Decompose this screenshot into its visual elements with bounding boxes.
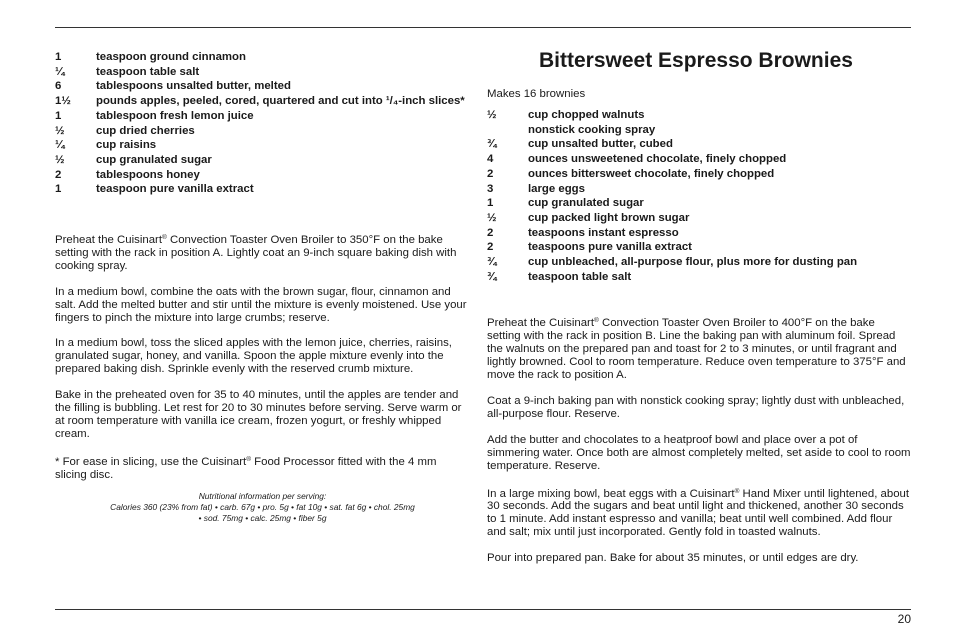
recipe-title: Bittersweet Espresso Brownies [539, 49, 853, 72]
ingredient-qty: 2 [487, 226, 494, 239]
ingredient-row [55, 94, 470, 109]
ingredient-name: teaspoons pure vanilla extract [528, 241, 692, 254]
ingredient-qty: ¾ [487, 138, 497, 151]
ingredient-name: teaspoon table salt [528, 270, 632, 283]
ingredient-row [487, 196, 911, 211]
ingredient-row [55, 124, 470, 139]
ingredient-row [487, 167, 911, 182]
ingredient-qty: 6 [55, 80, 62, 93]
nutrition-block [55, 491, 470, 524]
ingredient-row [55, 182, 470, 197]
left-step-1 [55, 232, 470, 273]
ingredient-qty: ½ [55, 153, 65, 166]
ingredient-qty: ½ [487, 211, 497, 224]
ingredient-row [55, 50, 470, 65]
ingredient-name: cup raisins [96, 139, 157, 152]
ingredient-name: teaspoons instant espresso [528, 226, 679, 239]
ingredient-row [487, 255, 911, 270]
ingredient-qty: ¾ [487, 270, 497, 283]
ingredient-qty [487, 123, 528, 138]
right-step-5: Pour into prepared pan. Bake for about 35 minutes, or until edges are dry. [487, 552, 859, 565]
left-step-3: In a medium bowl, toss the sliced apples with the lemon juice, cherries, raisins, granulated sugar, honey, and vanilla. Spoon the apple mixture evenly into the prepared baking dish. Sprinkle evenly with the reserved crumb mixture. [55, 337, 452, 376]
ingredient-name: teaspoon table salt [96, 65, 200, 78]
ingredient-qty: ½ [487, 109, 497, 121]
nutrition-line-1: Calories 360 (23% from fat) • carb. 67g • pro. 5g • fat 10g • sat. fat 6g • chol. 25mg [110, 501, 415, 512]
footnote-text-b: Food Processor fitted with the 4 mm slicing disc. [55, 455, 437, 481]
ingredient-row [487, 211, 911, 226]
bottom-rule [55, 609, 911, 610]
footnote-text-a: * For ease in slicing, use the Cuisinart [55, 455, 247, 468]
ingredient-qty: ¼ [55, 139, 65, 152]
ingredient-qty: 2 [55, 168, 62, 181]
right-step-4-text-b: Hand Mixer until lightened, about 30 seconds. Add the sugars and beat until light and thickened, another 30 seconds to 1 minute. Add instant espresso and vanilla; beat until well combined. Add flour and salt; mix until just incorporated. Gently fold in toasted walnuts. [487, 487, 910, 539]
right-column [487, 48, 911, 565]
ingredient-qty: ½ [55, 124, 65, 137]
ingredient-name: cup granulated sugar [528, 197, 644, 210]
ingredient-qty: ¼ [55, 65, 65, 78]
ingredient-row [487, 152, 911, 167]
ingredient-qty: 3 [487, 182, 494, 195]
left-step-1-text-a: Preheat the Cuisinart [55, 234, 163, 247]
nutrition-line-2: • sod. 75mg • calc. 25mg • fiber 5g [198, 512, 327, 523]
ingredient-row [55, 79, 470, 94]
left-ingredient-list [55, 50, 470, 197]
ingredient-name: pounds apples, peeled, cored, quartered and cut into ¹/₄-inch slices* [96, 95, 465, 108]
ingredient-row [487, 240, 911, 255]
top-rule [55, 27, 911, 28]
ingredient-qty: 2 [487, 167, 494, 180]
ingredient-name: teaspoon ground cinnamon [96, 51, 246, 63]
registered-mark: ® [594, 317, 599, 325]
left-step-4: Bake in the preheated oven for 35 to 40 minutes, until the apples are tender and the filling is bubbling. Let rest for 20 to 30 minutes before serving. Serve warm or at room temperature with vanilla ice cream, frozen yogurt, or freshly whipped cream. [55, 389, 462, 440]
ingredient-name: cup chopped walnuts [528, 109, 645, 121]
right-step-1 [487, 315, 911, 382]
ingredient-row [55, 109, 470, 124]
ingredient-qty: ¾ [487, 256, 497, 269]
ingredient-qty: 1 [55, 51, 62, 63]
registered-mark: ® [162, 234, 167, 242]
left-footnote [55, 454, 470, 482]
ingredient-row [487, 226, 911, 241]
ingredient-row [55, 153, 470, 168]
ingredient-name: cup packed light brown sugar [528, 211, 690, 224]
right-step-1-text-a: Preheat the Cuisinart [487, 317, 595, 330]
ingredient-name: cup dried cherries [96, 124, 195, 137]
ingredient-row [487, 182, 911, 197]
left-step-2: In a medium bowl, combine the oats with the brown sugar, flour, cinnamon and salt. Add the melted butter and stir until the mixture is evenly moistened. Use your fingers to pinch the mixture into large crumbs; reserve. [55, 285, 467, 324]
right-step-2: Coat a 9-inch baking pan with nonstick cooking spray; lightly dust with unbleached, all-purpose flour. Reserve. [487, 394, 905, 420]
left-step-1-text-b: Convection Toaster Oven Broiler to 350°F on the bake setting with the rack in position A. Lightly coat an 9-inch square baking dish with cooking spray. [55, 234, 457, 272]
page-number: 20 [897, 612, 911, 626]
ingredient-qty: 1 [55, 109, 62, 122]
ingredient-qty: 4 [487, 153, 494, 166]
ingredient-qty: 1 [487, 197, 494, 210]
ingredient-qty: 2 [487, 241, 494, 254]
right-ingredient-list [487, 108, 911, 284]
ingredient-row [55, 168, 470, 183]
right-step-3: Add the butter and chocolates to a heatproof bowl and place over a pot of simmering water. Once both are almost completely melted, set aside to cool to room temperature. Reserve. [487, 433, 911, 472]
ingredient-name: cup granulated sugar [96, 153, 212, 166]
right-step-4-text-a: In a large mixing bowl, beat eggs with a Cuisinart [487, 487, 735, 500]
ingredient-name: tablespoons honey [96, 168, 200, 181]
nutrition-title: Nutritional information per serving: [198, 490, 327, 501]
ingredient-qty: 1½ [55, 95, 71, 108]
ingredient-name: tablespoon fresh lemon juice [96, 109, 254, 122]
ingredient-name: cup unbleached, all-purpose flour, plus more for dusting pan [528, 256, 858, 269]
ingredient-name: nonstick cooking spray [528, 123, 656, 136]
ingredient-qty: 1 [55, 183, 62, 196]
ingredient-row [487, 270, 911, 285]
ingredient-name: ounces bittersweet chocolate, finely chopped [528, 167, 775, 180]
registered-mark: ® [246, 455, 251, 463]
ingredient-name: tablespoons unsalted butter, melted [96, 80, 291, 93]
right-step-4 [487, 486, 911, 540]
ingredient-row [55, 65, 470, 80]
registered-mark: ® [734, 487, 740, 495]
left-column [55, 50, 470, 524]
ingredient-row [487, 123, 911, 138]
ingredient-name: large eggs [528, 182, 585, 195]
ingredient-row [487, 137, 911, 152]
right-step-1-text-b: Convection Toaster Oven Broiler to 400°F on the bake setting with the rack in position B. Line the baking pan with aluminum foil. Spread the walnuts on the prepared pan and toast for 2 to 3 minutes, or until fragrant and lightly browned. Cool to room temperature. Reduce oven temperature to 375°F and move the rack to position A. [487, 317, 906, 382]
recipe-yield: Makes 16 brownies [487, 88, 586, 100]
ingredient-row [55, 138, 470, 153]
ingredient-name: ounces unsweetened chocolate, finely chopped [528, 153, 787, 166]
ingredient-name: cup unsalted butter, cubed [528, 138, 673, 151]
ingredient-row [487, 108, 911, 123]
ingredient-name: teaspoon pure vanilla extract [96, 183, 254, 196]
